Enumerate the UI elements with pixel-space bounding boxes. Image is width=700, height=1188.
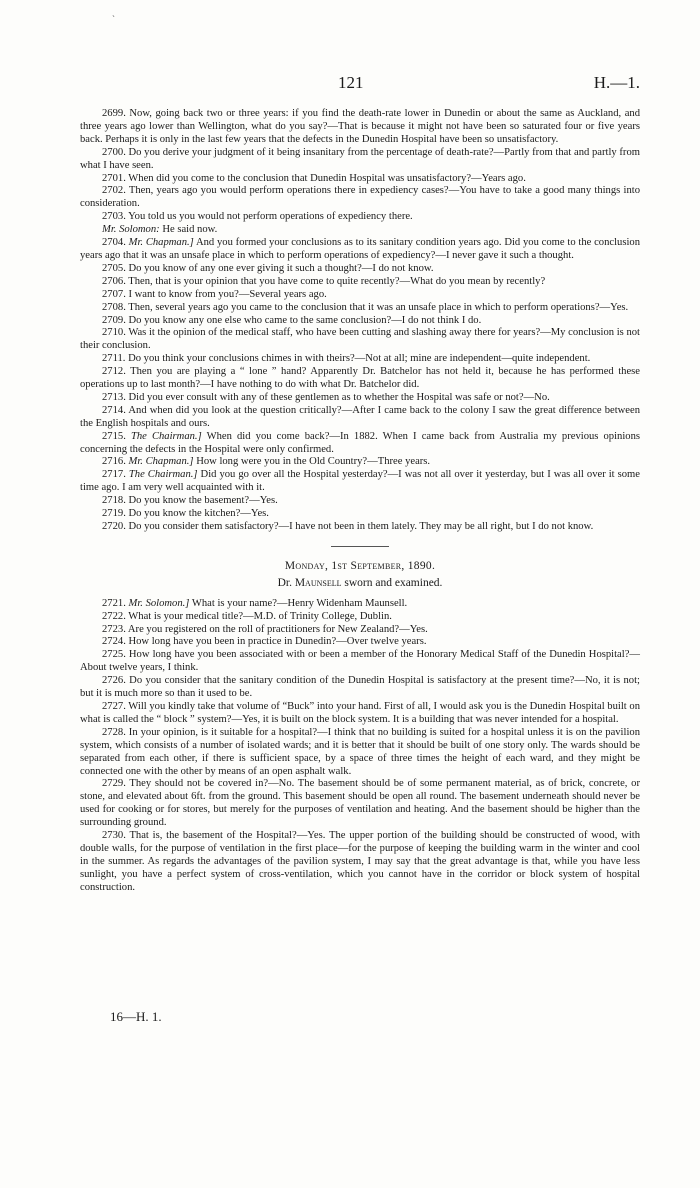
speaker-label: The Chairman.] (128, 469, 198, 481)
session-date: Monday, 1st September, 1890. (284, 559, 436, 572)
question-2730: 2730. That is, the basement of the Hospital?—Yes. The upper portion of the building should be constructed of wood, with double walls, for the purpose of ventilation in the first place—for the purpose of keeping the building warm in the winter and cool in the summer. As regards the advantages of the pavilion system, I may say that the great advantage is that, while you have less sunlight, you have a perfect system of cross-ventilation, which you cannot have in the corridor or block system of hospital construction. (80, 830, 640, 893)
question-2727: 2727. Will you kindly take that volume of “Buck” into your hand. First of all, I would ask you is the Dunedin Hospital built on what is called the “ block ” system?—Yes, it is built on the block system. It is a building that was never intended for a hospital. (80, 700, 640, 725)
witness-sworn-line (80, 577, 640, 590)
question-2723: 2723. Are you registered on the roll of practitioners for New Zealand?—Yes. (102, 623, 428, 635)
witness-name: Maunsell (294, 576, 342, 589)
question-2717 (80, 469, 640, 495)
question-2712: 2712. Then you are playing a “ lone ” hand? Apparently Dr. Batchelor has not held it, because he has performed these operations up to last month?—I have nothing to do with what Dr. Batchelor did. (80, 366, 640, 391)
question-text: How long were you in the Old Country?—Three years. (193, 456, 431, 468)
speaker-label: The Chairman.] (130, 430, 202, 442)
question-2719: 2719. Do you know the kitchen?—Yes. (102, 508, 269, 520)
question-number: 2716. (102, 456, 126, 468)
question-2722: 2722. What is your medical title?—M.D. of Trinity College, Dublin. (102, 610, 392, 622)
question-2721 (80, 598, 640, 611)
question-2704 (80, 237, 640, 263)
margin-mark: ` (112, 14, 115, 24)
question-2708: 2708. Then, several years ago you came to the conclusion that it was an unsafe place in which to perform operations?—Yes. (102, 301, 629, 313)
question-2726: 2726. Do you consider that the sanitary condition of the Dunedin Hospital is satisfactory at the present time?—No, it is not; but it is much more so than it used to be. (80, 675, 640, 700)
sworn-text: sworn and examined. (341, 576, 443, 589)
question-2711: 2711. Do you think your conclusions chimes in with theirs?—Not at all; mine are independent—quite independent. (102, 353, 591, 365)
question-2729: 2729. They should not be covered in?—No. The basement should be of some permanent material, as of brick, concrete, or stone, and elevated about 6ft. from the ground. This basement should be open all round. The basement underneath should never be used for cooking or for stores, but merely for the purposes of ventilation and heating. And the basement should be higher than the surrounding ground. (80, 778, 640, 829)
interjection-solomon (80, 224, 640, 237)
question-2725: 2725. How long have you been associated with or been a member of the Honorary Medical Staff of the Dunedin Hospital?—About twelve years, I think. (80, 649, 640, 674)
question-2716 (80, 456, 640, 469)
question-2728: 2728. In your opinion, is it suitable for a hospital?—I think that no building is suited for a hospital unless it is on the pavilion system, which consists of a number of isolated wards; and it is better that it should be built of one story only. The wards should be separated from each other, if there is sufficient space, by a space of three times the height of each ward, and they might be connected one with the other by means of an open asphalt walk. (80, 726, 640, 777)
section-divider (331, 546, 389, 547)
speaker-label: Mr. Chapman.] (128, 456, 194, 468)
question-text: What is your name?—Henry Widenham Maunsell. (189, 597, 408, 609)
speaker-label: Mr. Solomon: (102, 224, 160, 236)
printer-signature: 16—H. 1. (110, 1009, 162, 1024)
document-reference: H.—1. (593, 73, 640, 92)
question-text: When did you come back?—In 1882. When I came back from Australia my previous opinions concerning the defects in the Hospital were only confirmed. (80, 430, 641, 455)
question-2718: 2718. Do you know the basement?—Yes. (102, 495, 278, 507)
question-2701: 2701. When did you come to the conclusion that Dunedin Hospital was unsatisfactory?—Years ago. (102, 172, 526, 184)
question-2703: 2703. You told us you would not perform operations of expediency there. (102, 211, 413, 223)
question-2714: 2714. And when did you look at the question critically?—After I came back to the colony I saw the great difference between the English hospitals and ours. (80, 404, 640, 429)
witness-title: Dr. (277, 576, 295, 589)
question-2706: 2706. Then, that is your opinion that you have come to quite recently?—What do you mean by recently? (102, 275, 546, 287)
question-2720: 2720. Do you consider them satisfactory?—I have not been in them lately. They may be all right, but I do not know. (102, 521, 594, 532)
question-2715 (80, 431, 640, 457)
question-2705: 2705. Do you know of any one ever giving it such a thought?—I do not know. (102, 262, 434, 274)
question-number: 2721. (102, 597, 126, 609)
speaker-label: Mr. Solomon.] (128, 597, 190, 609)
question-2724: 2724. How long have you been in practice in Dunedin?—Over twelve years. (102, 636, 427, 648)
question-number: 2715. (102, 430, 126, 442)
question-number: 2717. (102, 469, 126, 481)
question-2707: 2707. I want to know from you?—Several years ago. (102, 288, 327, 300)
question-2709: 2709. Do you know any one else who came to the same conclusion?—I do not think I do. (102, 314, 482, 326)
question-2699: 2699. Now, going back two or three years: if you find the death-rate lower in Dunedin or about the same as Auckland, and three years ago lower than Wellington, what do you say?—That is because it might not have been so saturated four or five years back. Perhaps it is only in the last few years that the defects in the Dunedin Hospital have been so unsatisfactory. (80, 108, 640, 145)
interjection-text: He said now. (159, 224, 218, 236)
question-2702: 2702. Then, years ago you would perform operations there in expediency cases?—You have to take a good many things into consideration. (80, 185, 640, 210)
page-number: 121 (338, 73, 364, 92)
page-header (80, 73, 640, 93)
evidence-body (80, 108, 640, 895)
question-number: 2704. (102, 237, 126, 249)
question-text: And you formed your conclusions as to its sanitary condition years ago. Did you come to the conclusion years ago that it was an unsafe place in which to perform operations of expediency?—I never gave it such a thought. (80, 237, 640, 261)
speaker-label: Mr. Chapman.] (128, 237, 194, 249)
question-text: Did you go over all the Hospital yesterday?—I was not all over it yesterday, but I was all over it some time ago. I am very well acquainted with it. (80, 469, 640, 494)
question-2710: 2710. Was it the opinion of the medical staff, who have been cutting and slashing away there for years?—My conclusion is not their conclusion. (80, 327, 640, 352)
question-2700: 2700. Do you derive your judgment of it being insanitary from the percentage of death-rate?—Partly from that and partly from what I have seen. (80, 146, 640, 171)
question-2713: 2713. Did you ever consult with any of these gentlemen as to whether the Hospital was safe or not?—No. (102, 391, 550, 403)
